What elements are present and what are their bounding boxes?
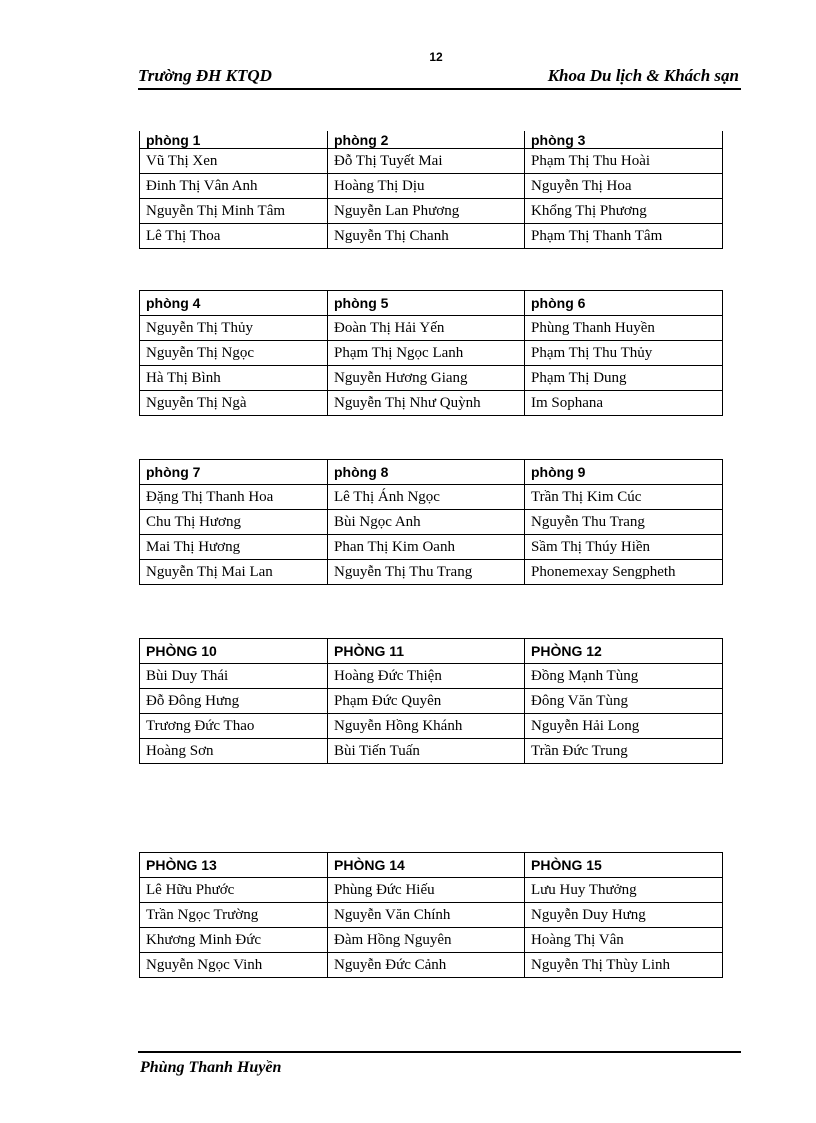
table-cell: Lê Hữu Phước — [140, 878, 328, 903]
table-cell: Đồng Mạnh Tùng — [525, 664, 723, 689]
room-header: phòng 7 — [140, 460, 328, 485]
table-cell: Nguyễn Thị Minh Tâm — [140, 199, 328, 224]
table-row — [140, 391, 723, 416]
table-cell: Lưu Huy Thưởng — [525, 878, 723, 903]
table-cell: Phonemexay Sengpheth — [525, 560, 723, 585]
table-cell: Vũ Thị Xen — [140, 149, 328, 174]
table-cell: Trần Thị Kim Cúc — [525, 485, 723, 510]
table-header-row — [140, 460, 723, 485]
page-footer — [138, 1051, 741, 1076]
table-cell: Đông Văn Tùng — [525, 689, 723, 714]
table-row — [140, 149, 723, 174]
room-table-4 — [139, 638, 723, 764]
room-header: phòng 1 — [140, 125, 328, 149]
room-header: phòng 9 — [525, 460, 723, 485]
table-row — [140, 739, 723, 764]
table-cell: Phan Thị Kim Oanh — [328, 535, 525, 560]
table-cell: Nguyễn Lan Phương — [328, 199, 525, 224]
room-table-5 — [139, 852, 723, 978]
room-header: phòng 3 — [525, 125, 723, 149]
table-cell: Đặng Thị Thanh Hoa — [140, 485, 328, 510]
table-row — [140, 878, 723, 903]
table-row — [140, 485, 723, 510]
table-cell: Im Sophana — [525, 391, 723, 416]
room-table-1 — [139, 124, 723, 249]
table-cell: Đinh Thị Vân Anh — [140, 174, 328, 199]
room-header: phòng 2 — [328, 125, 525, 149]
table-header-row — [140, 291, 723, 316]
room-header: PHÒNG 13 — [140, 853, 328, 878]
table-cell: Nguyễn Thu Trang — [525, 510, 723, 535]
room-header: PHÒNG 15 — [525, 853, 723, 878]
room-table-2 — [139, 290, 723, 416]
table-cell: Lê Thị Thoa — [140, 224, 328, 249]
table-cell: Bùi Duy Thái — [140, 664, 328, 689]
table-row — [140, 174, 723, 199]
table-row — [140, 953, 723, 978]
table-cell: Phạm Thị Thu Hoài — [525, 149, 723, 174]
room-header: phòng 4 — [140, 291, 328, 316]
table-cell: Trần Đức Trung — [525, 739, 723, 764]
table-cell: Đỗ Đông Hưng — [140, 689, 328, 714]
table-cell: Nguyễn Thị Thu Trang — [328, 560, 525, 585]
table-row — [140, 366, 723, 391]
table-row — [140, 341, 723, 366]
header-faculty: Khoa Du lịch & Khách sạn — [547, 66, 739, 85]
table-cell: Đoàn Thị Hải Yến — [328, 316, 525, 341]
table-row — [140, 664, 723, 689]
table-cell: Phạm Thị Dung — [525, 366, 723, 391]
table-cell: Phùng Thanh Huyền — [525, 316, 723, 341]
table-cell: Đỗ Thị Tuyết Mai — [328, 149, 525, 174]
table-row — [140, 199, 723, 224]
table-cell: Nguyễn Đức Cảnh — [328, 953, 525, 978]
room-header: phòng 8 — [328, 460, 525, 485]
table-row — [140, 560, 723, 585]
table-cell: Lê Thị Ánh Ngọc — [328, 485, 525, 510]
table-cell: Hà Thị Bình — [140, 366, 328, 391]
room-header: PHÒNG 14 — [328, 853, 525, 878]
table-cell: Hoàng Sơn — [140, 739, 328, 764]
page-number: 12 — [429, 50, 443, 64]
table-cell: Phùng Đức Hiếu — [328, 878, 525, 903]
table-cell: Nguyễn Thị Hoa — [525, 174, 723, 199]
table-cell: Nguyễn Thị Như Quỳnh — [328, 391, 525, 416]
table-cell: Phạm Thị Thanh Tâm — [525, 224, 723, 249]
table-cell: Bùi Ngọc Anh — [328, 510, 525, 535]
table-cell: Khương Minh Đức — [140, 928, 328, 953]
table-row — [140, 316, 723, 341]
room-header: PHÒNG 12 — [525, 639, 723, 664]
table-cell: Sầm Thị Thúy Hiền — [525, 535, 723, 560]
footer-author: Phùng Thanh Huyền — [140, 1059, 282, 1076]
table-row — [140, 535, 723, 560]
table-cell: Trần Ngọc Trường — [140, 903, 328, 928]
table-cell: Trương Đức Thao — [140, 714, 328, 739]
table-cell: Đàm Hồng Nguyên — [328, 928, 525, 953]
table-row — [140, 903, 723, 928]
table-cell: Khổng Thị Phương — [525, 199, 723, 224]
table-cell: Mai Thị Hương — [140, 535, 328, 560]
room-header: phòng 5 — [328, 291, 525, 316]
table-cell: Nguyễn Thị Thùy Linh — [525, 953, 723, 978]
room-header: phòng 6 — [525, 291, 723, 316]
table-cell: Nguyễn Duy Hưng — [525, 903, 723, 928]
table-row — [140, 714, 723, 739]
table-row — [140, 928, 723, 953]
table-cell: Nguyễn Hồng Khánh — [328, 714, 525, 739]
table-cell: Phạm Đức Quyên — [328, 689, 525, 714]
table-cell: Nguyễn Thị Mai Lan — [140, 560, 328, 585]
room-table-3 — [139, 459, 723, 585]
table-cell: Nguyễn Thị Thủy — [140, 316, 328, 341]
table-cell: Nguyễn Văn Chính — [328, 903, 525, 928]
page-header — [138, 66, 741, 90]
table-header-row — [140, 853, 723, 878]
room-header: PHÒNG 10 — [140, 639, 328, 664]
table-cell: Chu Thị Hương — [140, 510, 328, 535]
table-cell: Nguyễn Thị Chanh — [328, 224, 525, 249]
table-row — [140, 510, 723, 535]
table-cell: Nguyễn Ngọc Vinh — [140, 953, 328, 978]
table-header-row — [140, 639, 723, 664]
table-cell: Hoàng Thị Vân — [525, 928, 723, 953]
table-cell: Phạm Thị Thu Thủy — [525, 341, 723, 366]
table-cell: Hoàng Đức Thiện — [328, 664, 525, 689]
table-row — [140, 689, 723, 714]
table-row — [140, 224, 723, 249]
table-cell: Phạm Thị Ngọc Lanh — [328, 341, 525, 366]
table-cell: Nguyễn Thị Ngà — [140, 391, 328, 416]
table-cell: Hoàng Thị Dịu — [328, 174, 525, 199]
room-header: PHÒNG 11 — [328, 639, 525, 664]
header-university: Trường ĐH KTQD — [138, 66, 272, 85]
table-cell: Nguyễn Hương Giang — [328, 366, 525, 391]
table-cell: Bùi Tiến Tuấn — [328, 739, 525, 764]
table-cell: Nguyễn Hải Long — [525, 714, 723, 739]
page-break-mask — [130, 110, 740, 131]
table-cell: Nguyễn Thị Ngọc — [140, 341, 328, 366]
